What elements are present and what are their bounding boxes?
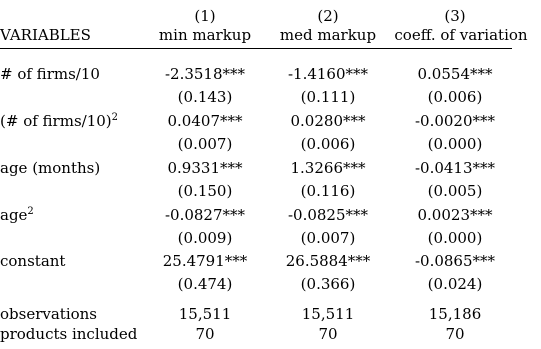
observations-cell: 15,186 — [428, 305, 482, 323]
coef-cell: -1.4160*** — [287, 65, 369, 83]
row-label-text: age — [0, 206, 28, 224]
coef-cell: 0.0023*** — [417, 206, 493, 224]
se-cell: (0.116) — [300, 182, 356, 200]
se-cell: (0.024) — [427, 275, 483, 293]
observations-cell: 15,511 — [301, 305, 355, 323]
col-number-2: (2) — [317, 7, 339, 25]
coef-cell: 0.9331*** — [167, 159, 243, 177]
coef-cell: -0.0865*** — [414, 252, 496, 270]
se-cell: (0.000) — [427, 135, 483, 153]
coef-cell: -0.0825*** — [287, 206, 369, 224]
products-cell: 70 — [318, 325, 338, 343]
se-cell: (0.000) — [427, 229, 483, 247]
se-cell: (0.006) — [300, 135, 356, 153]
col-title-1: min markup — [158, 26, 252, 44]
coef-cell: 0.0280*** — [290, 112, 366, 130]
se-cell: (0.009) — [177, 229, 233, 247]
products-cell: 70 — [445, 325, 465, 343]
col-number-3: (3) — [444, 7, 466, 25]
row-label-observations: observations — [0, 305, 98, 323]
row-label-age-squared — [0, 206, 34, 224]
row-label-products: products included — [0, 325, 138, 343]
se-cell: (0.007) — [177, 135, 233, 153]
se-cell: (0.111) — [300, 88, 356, 106]
row-label-firms-squared — [0, 112, 118, 130]
variables-header: VARIABLES — [0, 26, 91, 44]
col-number-1: (1) — [194, 7, 216, 25]
se-cell: (0.007) — [300, 229, 356, 247]
se-cell: (0.143) — [177, 88, 233, 106]
coef-cell: 0.0554*** — [417, 65, 493, 83]
se-cell: (0.150) — [177, 182, 233, 200]
se-cell: (0.005) — [427, 182, 483, 200]
se-cell: (0.366) — [300, 275, 356, 293]
coef-cell: 26.5884*** — [285, 252, 371, 270]
col-title-2: med markup — [279, 26, 377, 44]
coef-cell: 25.4791*** — [162, 252, 248, 270]
superscript: 2 — [111, 112, 119, 123]
row-label-firms: # of firms/10 — [0, 65, 100, 83]
coef-cell: -0.0827*** — [164, 206, 246, 224]
coef-cell: 1.3266*** — [290, 159, 366, 177]
se-cell: (0.006) — [427, 88, 483, 106]
coef-cell: -2.3518*** — [164, 65, 246, 83]
products-cell: 70 — [195, 325, 215, 343]
row-label-age: age (months) — [0, 159, 101, 177]
coef-cell: -0.0020*** — [414, 112, 496, 130]
row-label-text: (# of firms/10) — [0, 112, 112, 130]
header-rule — [0, 48, 512, 49]
se-cell: (0.474) — [177, 275, 233, 293]
superscript: 2 — [27, 206, 34, 217]
col-title-3: coeff. of variation — [394, 26, 528, 44]
row-label-constant: constant — [0, 252, 66, 270]
coef-cell: -0.0413*** — [414, 159, 496, 177]
observations-cell: 15,511 — [178, 305, 232, 323]
coef-cell: 0.0407*** — [167, 112, 243, 130]
